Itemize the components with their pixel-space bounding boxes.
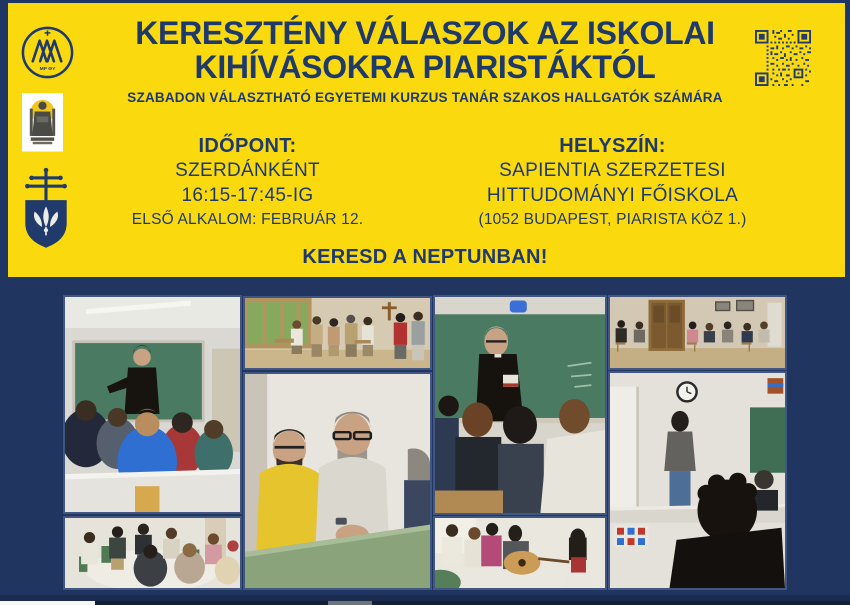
photo-seated-row-door <box>610 297 785 368</box>
photo-guitar-session <box>435 518 605 588</box>
location-name-line2: HITTUDOMÁNYI FŐISKOLA <box>486 185 739 206</box>
piarist-monogram-logo <box>20 25 75 80</box>
qr-code <box>755 30 811 86</box>
taskbar-active-segment[interactable] <box>328 601 372 605</box>
qr-code-icon <box>755 30 811 86</box>
photo-discussion-circle <box>65 518 240 588</box>
sapientia-seal-icon <box>22 93 63 152</box>
photo-2-illustration <box>245 298 430 368</box>
schedule-day: SZERDÁNKÉNT <box>175 160 320 181</box>
page-subtitle: SZABADON VÁLASZTHATÓ EGYETEMI KURZUS TANÁR SZAKOS HALLGATÓK SZÁMÁRA <box>127 90 723 105</box>
photo-adults-seated-desk <box>245 374 430 588</box>
page-title-line1: KERESZTÉNY VÁLASZOK AZ ISKOLAI <box>135 15 715 51</box>
sapientia-crest-logo <box>17 167 75 247</box>
schedule-heading: IDŐPONT: <box>198 135 297 157</box>
sapientia-seal-logo <box>22 93 63 153</box>
photo-classroom-chalkboard <box>65 297 240 512</box>
location-block <box>460 134 765 232</box>
sapientia-crest-icon <box>17 167 75 250</box>
photo-group-standing-cross <box>245 298 430 368</box>
schedule-block <box>95 134 400 232</box>
taskbar-light-segment[interactable] <box>0 601 95 605</box>
page-title-line2: KIHÍVÁSOKRA PIARISTÁKTÓL <box>194 49 656 85</box>
location-name-line1: SAPIENTIA SZERZETESI <box>499 160 726 181</box>
page-title <box>20 16 830 84</box>
location-address: (1052 BUDAPEST, PIARISTA KÖZ 1.) <box>478 211 747 228</box>
piarist-monogram-icon <box>20 25 75 80</box>
photo-8-illustration <box>610 373 785 588</box>
svg-text:MP ΘY: MP ΘY <box>39 67 56 73</box>
photo-7-illustration <box>435 518 605 588</box>
schedule-first-date: ELSŐ ALKALOM: FEBRUÁR 12. <box>131 211 364 228</box>
frame-strip-right <box>845 0 850 280</box>
photo-3-illustration <box>65 518 240 588</box>
photo-priest-reading <box>435 297 605 513</box>
photo-1-illustration <box>65 297 240 512</box>
bottom-ui-strip <box>0 601 850 605</box>
photo-5-illustration <box>435 297 605 513</box>
photo-classroom-clock <box>610 373 785 588</box>
schedule-time: 16:15-17:45-IG <box>181 185 314 206</box>
photo-4-illustration <box>245 374 430 588</box>
cta-text: KERESD A NEPTUNBAN! <box>302 246 548 268</box>
location-heading: HELYSZÍN: <box>559 135 666 157</box>
frame-strip-top <box>0 0 850 3</box>
frame-strip-left <box>0 0 8 280</box>
photo-6-illustration <box>610 297 785 368</box>
